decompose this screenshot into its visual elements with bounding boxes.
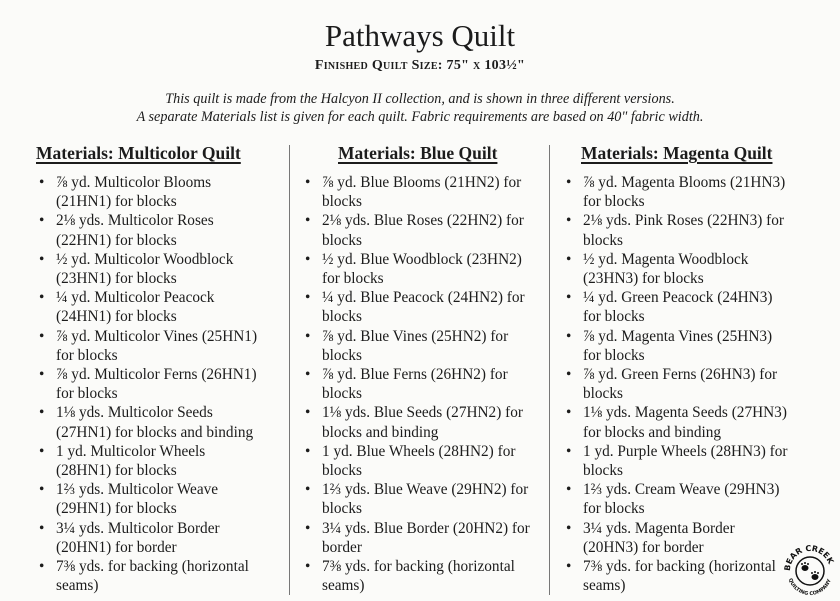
column-heading: Materials: Multicolor Quilt <box>36 143 241 163</box>
material-item: • 1⅔ yds. Blue Weave (29HN2) for blocks <box>302 480 547 518</box>
materials-blue <box>302 143 547 595</box>
materials-list <box>563 173 833 595</box>
material-item: • ¼ yd. Multicolor Peacock (24HN1) for blocks <box>36 288 286 326</box>
logo-text-bottom: QUILTING COMPANY <box>786 577 833 598</box>
intro-text <box>0 90 840 126</box>
material-item: • ½ yd. Blue Woodblock (23HN2) for blocks <box>302 250 547 288</box>
material-item: • 7⅜ yds. for backing (horizontal seams) <box>563 557 833 595</box>
bear-creek-logo <box>782 543 838 599</box>
material-item: • ½ yd. Multicolor Woodblock (23HN1) for blocks <box>36 250 286 288</box>
column-divider <box>549 145 550 595</box>
logo-ring <box>796 557 824 585</box>
bear-paw-icon <box>801 562 819 580</box>
materials-list <box>302 173 547 595</box>
material-item: • 1⅔ yds. Cream Weave (29HN3) for blocks <box>563 480 833 518</box>
material-item: • 1 yd. Multicolor Wheels (28HN1) for blocks <box>36 442 286 480</box>
material-item: • ⅞ yd. Magenta Blooms (21HN3) for blocks <box>563 173 833 211</box>
material-item: • ⅞ yd. Blue Ferns (26HN2) for blocks <box>302 365 547 403</box>
material-item: • 1⅔ yds. Multicolor Weave (29HN1) for blocks <box>36 480 286 518</box>
materials-magenta <box>563 143 833 595</box>
material-item: • ⅞ yd. Multicolor Vines (25HN1) for blocks <box>36 327 286 365</box>
column-divider <box>289 145 290 595</box>
svg-text:QUILTING COMPANY <box>787 578 833 598</box>
material-item: • ⅞ yd. Magenta Vines (25HN3) for blocks <box>563 327 833 365</box>
material-item: • ⅞ yd. Blue Blooms (21HN2) for blocks <box>302 173 547 211</box>
material-item: • 7⅜ yds. for backing (horizontal seams) <box>302 557 547 595</box>
column-heading: Materials: Magenta Quilt <box>581 143 773 163</box>
material-item: • 2⅛ yds. Blue Roses (22HN2) for blocks <box>302 211 547 249</box>
material-item: • ⅞ yd. Green Ferns (26HN3) for blocks <box>563 365 833 403</box>
material-item: • ¼ yd. Blue Peacock (24HN2) for blocks <box>302 288 547 326</box>
material-item: • ⅞ yd. Multicolor Blooms (21HN1) for blocks <box>36 173 286 211</box>
material-item: • 1⅛ yds. Multicolor Seeds (27HN1) for blocks and binding <box>36 403 286 441</box>
material-item: • 3¼ yds. Multicolor Border (20HN1) for border <box>36 519 286 557</box>
material-item: • 1 yd. Purple Wheels (28HN3) for blocks <box>563 442 833 480</box>
material-item: • 1⅛ yds. Magenta Seeds (27HN3) for blocks and binding <box>563 403 833 441</box>
materials-multicolor <box>36 143 286 595</box>
intro-line: This quilt is made from the Halcyon II collection, and is shown in three different versions. <box>165 91 675 107</box>
material-item: • 1 yd. Blue Wheels (28HN2) for blocks <box>302 442 547 480</box>
material-item: • ⅞ yd. Blue Vines (25HN2) for blocks <box>302 327 547 365</box>
material-item: • ¼ yd. Green Peacock (24HN3) for blocks <box>563 288 833 326</box>
intro-line: A separate Materials list is given for each quilt. Fabric requirements are based on 40" fabric width. <box>136 109 704 125</box>
material-item: • ½ yd. Magenta Woodblock (23HN3) for blocks <box>563 250 833 288</box>
material-item: • 3¼ yds. Blue Border (20HN2) for border <box>302 519 547 557</box>
column-heading: Materials: Blue Quilt <box>338 143 498 163</box>
material-item: • 1⅛ yds. Blue Seeds (27HN2) for blocks and binding <box>302 403 547 441</box>
materials-list <box>36 173 286 595</box>
page-title: Pathways Quilt <box>324 18 516 53</box>
logo-text-top: BEAR CREEK <box>782 543 836 572</box>
material-item: • ⅞ yd. Multicolor Ferns (26HN1) for blocks <box>36 365 286 403</box>
finished-size: Finished Quilt Size: 75" x 103½" <box>314 58 526 73</box>
material-item: • 2⅛ yds. Pink Roses (22HN3) for blocks <box>563 211 833 249</box>
material-item: • 3¼ yds. Magenta Border (20HN3) for border <box>563 519 833 557</box>
material-item: • 2⅛ yds. Multicolor Roses (22HN1) for blocks <box>36 211 286 249</box>
material-item: • 7⅜ yds. for backing (horizontal seams) <box>36 557 286 595</box>
